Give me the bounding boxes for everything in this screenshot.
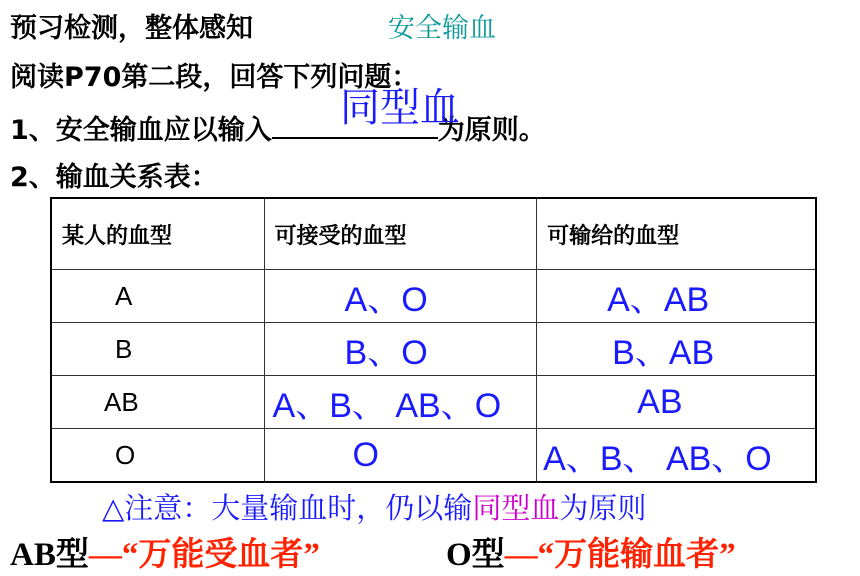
question-1-prefix: 1、安全输血应以输入 [10, 115, 272, 146]
question-1-answer: 同型血 [340, 85, 460, 131]
o-summary [446, 528, 736, 575]
receive-cell: B、O [264, 323, 537, 376]
ab-type-label: AB型 [10, 537, 89, 573]
attention-note [102, 486, 646, 527]
table-row [51, 323, 816, 376]
instruction-label: 阅读P70第二段，回答下列问题： [10, 62, 419, 93]
blood-type-cell: O [51, 429, 264, 483]
give-cell: AB [537, 376, 816, 429]
header-blood-type: 某人的血型 [51, 198, 264, 270]
table-row [51, 429, 816, 483]
header-can-receive: 可接受的血型 [264, 198, 537, 270]
give-cell: A、B、 AB、O [537, 429, 816, 483]
question-2: 2、输血关系表： [10, 162, 218, 193]
give-cell: A、AB [537, 270, 816, 323]
blood-type-cell: A [51, 270, 264, 323]
o-type-label: O型 [446, 537, 505, 573]
transfusion-table [50, 197, 817, 483]
note-suffix: 为原则 [559, 491, 647, 525]
note-prefix: △注意：大量输血时，仍以输 [102, 491, 473, 525]
receive-cell: A、O [264, 270, 537, 323]
header-can-give: 可输给的血型 [537, 198, 816, 270]
table-row [51, 376, 816, 429]
o-role-label: —“万能输血者” [504, 537, 736, 573]
ab-summary [10, 528, 320, 575]
table-header-row [51, 198, 816, 270]
table-row [51, 270, 816, 323]
note-highlight: 同型血 [472, 491, 560, 525]
blood-type-cell: B [51, 323, 264, 376]
blood-type-cell: AB [51, 376, 264, 429]
question-1-suffix: 为原则。 [437, 115, 546, 146]
ab-role-label: —“万能受血者” [88, 537, 320, 573]
topic-label: 安全输血 [388, 13, 496, 44]
section-title: 预习检测，整体感知 [10, 13, 253, 44]
give-cell: B、AB [537, 323, 816, 376]
receive-cell: O [264, 429, 537, 483]
receive-cell: A、B、 AB、O [264, 376, 537, 429]
question-1 [10, 108, 546, 147]
